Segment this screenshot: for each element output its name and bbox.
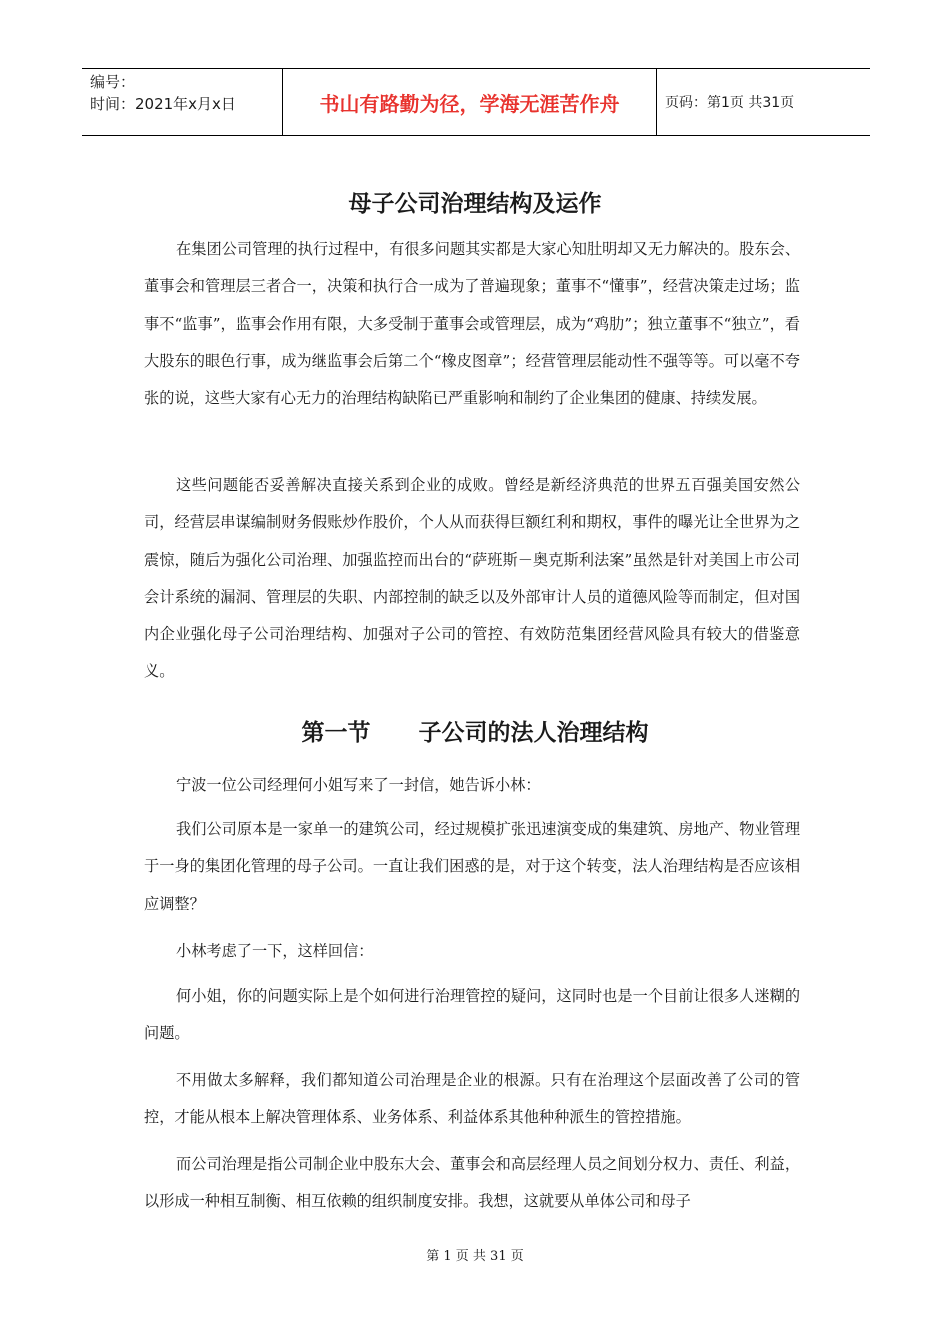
header-meta: [82, 69, 282, 135]
document-number: 编号：: [90, 73, 136, 91]
document-date: 时间：2021年x月x日: [90, 95, 236, 113]
paragraph: 不用做太多解释，我们都知道公司治理是企业的根源。只有在治理这个层面改善了公司的管控，才能从根本上解决管理体系、业务体系、利益体系其他种种派生的管控措施。: [144, 1071, 800, 1127]
page-footer: 第 1 页 共 31 页: [426, 1249, 524, 1264]
document-title: 母子公司治理结构及运作: [348, 191, 602, 217]
document-header: [82, 68, 870, 136]
paragraph: 小林考虑了一下，这样回信：: [176, 942, 374, 960]
paragraph: 何小姐，你的问题实际上是个如何进行治理管控的疑问，这同时也是一个目前让很多人迷糊的问题。: [144, 987, 800, 1043]
paragraph: 在集团公司管理的执行过程中，有很多问题其实都是大家心知肚明却又无力解决的。股东会、董事会和管理层三者合一，决策和执行合一成为了普遍现象；董事不“懂事”，经营决策走过场；监事不“监事”，监事会作用有限，大多受制于董事会或管理层，成为“鸡肋”；独立董事不“独立”，看大股东的眼色行事，成为继监事会后第二个“橡皮图章”；经营管理层能动性不强等等。可以毫不夸张的说，这些大家有心无力的治理结构缺陷已严重影响和制约了企业集团的健康、持续发展。: [144, 240, 800, 408]
section-title: 第一节 子公司的法人治理结构: [301, 720, 649, 746]
paragraph: 而公司治理是指公司制企业中股东大会、董事会和高层经理人员之间划分权力、责任、利益，以形成一种相互制衡、相互依赖的组织制度安排。我想，这就要从单体公司和母子: [144, 1155, 800, 1211]
paragraph: 我们公司原本是一家单一的建筑公司，经过规模扩张迅速演变成的集建筑、房地产、物业管理于一身的集团化管理的母子公司。一直让我们困惑的是，对于这个转变，法人治理结构是否应该相应调整？: [144, 820, 800, 913]
header-page-info: 页码：第1页 共31页: [665, 95, 795, 111]
paragraph: 宁波一位公司经理何小姐写来了一封信，她告诉小林：: [176, 776, 541, 794]
header-slogan: 书山有路勤为径，学海无涯苦作舟: [282, 69, 657, 135]
paragraph: 这些问题能否妥善解决直接关系到企业的成败。曾经是新经济典范的世界五百强美国安然公司，经营层串谋编制财务假账炒作股价，个人从而获得巨额红利和期权，事件的曝光让全世界为之震惊，随后为强化公司治理、加强监控而出台的“萨班斯－奥克斯利法案”虽然是针对美国上市公司会计系统的漏洞、管理层的失职、内部控制的缺乏以及外部审计人员的道德风险等而制定，但对国内企业强化母子公司治理结构、加强对子公司的管控、有效防范集团经营风险具有较大的借鉴意义。: [144, 476, 800, 681]
